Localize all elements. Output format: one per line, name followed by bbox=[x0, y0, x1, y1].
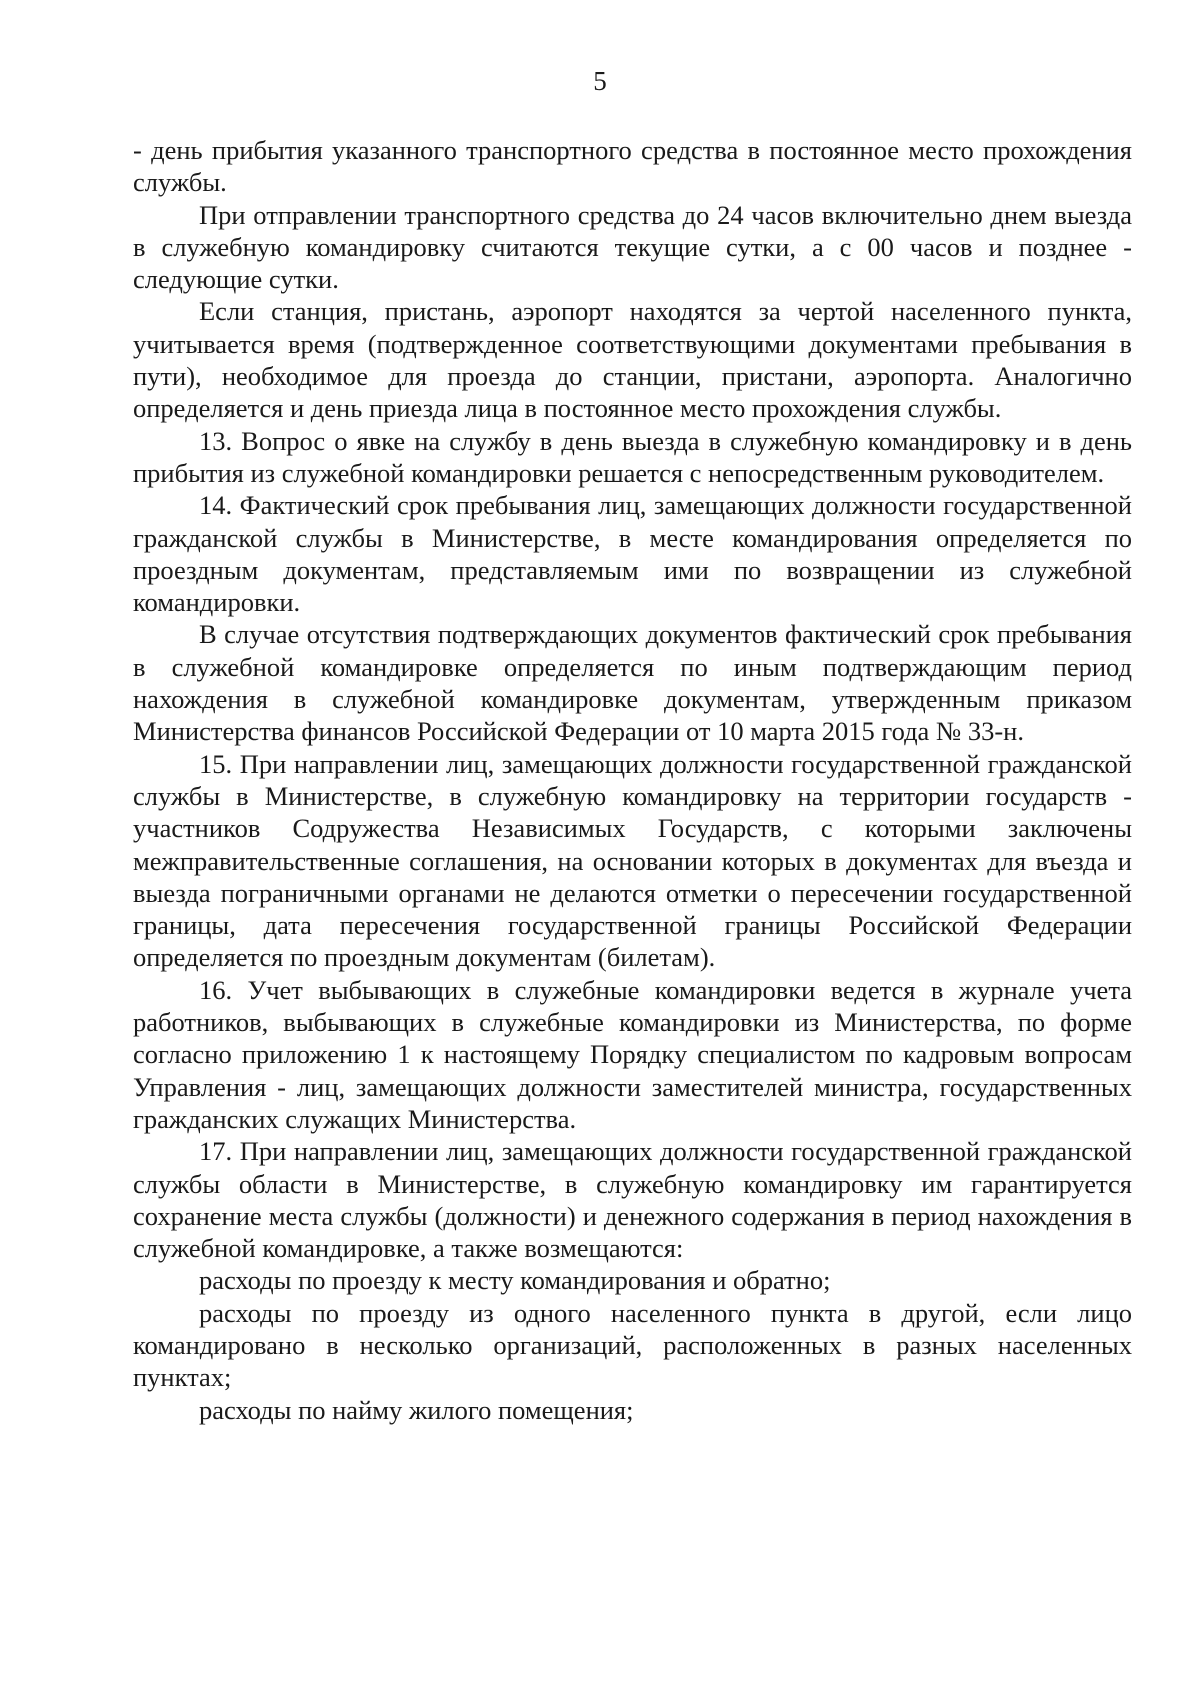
paragraph-intercity-expenses: расходы по проезду из одного населенного пункта в другой, если лицо командировано в несколько организаций, расположенных в разных населенных пунктах; bbox=[133, 1297, 1132, 1393]
paragraph-item-16: 16. Учет выбывающих в служебные командировки ведется в журнале учета работников, выбывающих в служебные командировки из Министерства, по форме согласно приложению 1 к настоящему Порядку специалистом по кадровым вопросам Управления - лиц, замещающих должности заместителей министра, государственных гражданских служащих Министерства. bbox=[133, 974, 1132, 1134]
paragraph-departure-time: При отправлении транспортного средства до 24 часов включительно днем выезда в служебную командировку считаются текущие сутки, а с 00 часов и позднее - следующие сутки. bbox=[133, 199, 1132, 295]
paragraph-arrival-day: - день прибытия указанного транспортного средства в постоянное место прохождения службы. bbox=[133, 135, 1132, 198]
page-number: 5 bbox=[593, 66, 607, 96]
paragraph-station-outside: Если станция, пристань, аэропорт находятся за чертой населенного пункта, учитывается время (подтвержденное соответствующими документами пребывания в пути), необходимое для проезда до станции, пристани, аэропорта. Аналогично определяется и день приезда лица в постоянное место прохождения службы. bbox=[133, 296, 1132, 424]
paragraph-travel-expenses: расходы по проезду к месту командирования и обратно; bbox=[199, 1265, 831, 1296]
document-body bbox=[133, 134, 1132, 1426]
paragraph-housing-expenses: расходы по найму жилого помещения; bbox=[199, 1394, 634, 1425]
paragraph-item-13: 13. Вопрос о явке на службу в день выезда в служебную командировку и в день прибытия из служебной командировки решается с непосредственным руководителем. bbox=[133, 425, 1132, 488]
paragraph-no-documents: В случае отсутствия подтверждающих документов фактический срок пребывания в служебной командировке определяется по иным подтверждающим период нахождения в служебной командировке документам, утвержденным приказом Министерства финансов Российской Федерации от 10 марта 2015 года № 33-н. bbox=[133, 619, 1132, 747]
paragraph-item-17: 17. При направлении лиц, замещающих должности государственной гражданской службы области в Министерстве, в служебную командировку им гарантируется сохранение места службы (должности) и денежного содержания в период нахождения в служебной командировке, а также возмещаются: bbox=[133, 1136, 1132, 1264]
paragraph-item-15: 15. При направлении лиц, замещающих должности государственной гражданской службы в Министерстве, в служебную командировку на территории государств - участников Содружества Независимых Государств, с которыми заключены межправительственные соглашения, на основании которых в документах для въезда и выезда пограничными органами не делаются отметки о пересечении государственной границы, дата пересечения государственной границы Российской Федерации определяется по проездным документам (билетам). bbox=[133, 748, 1132, 973]
paragraph-item-14: 14. Фактический срок пребывания лиц, замещающих должности государственной гражданской службы в Министерстве, в месте командирования определяется по проездным документам, представляемым ими по возвращении из служебной командировки. bbox=[133, 490, 1132, 618]
